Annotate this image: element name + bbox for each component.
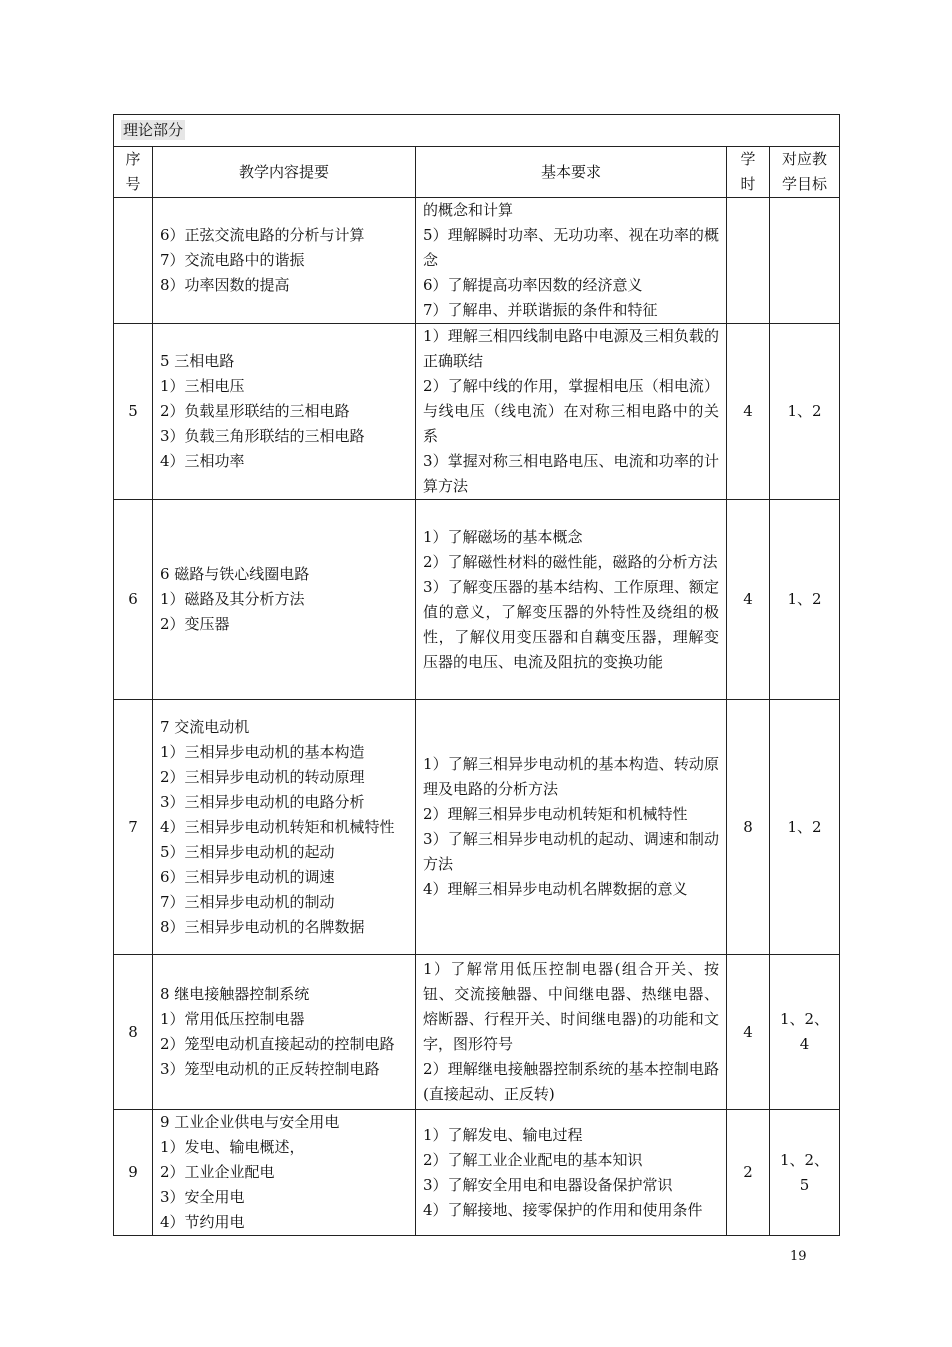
requirement-line: 6）了解提高功率因数的经济意义 <box>423 276 643 294</box>
content-line: 1）三相异步电动机的基本构造 <box>160 742 365 761</box>
requirement-line: 4）了解接地、接零保护的作用和使用条件 <box>423 1200 703 1219</box>
row-index: 7 <box>114 700 153 955</box>
row-objectives: 1、2 <box>770 700 840 955</box>
row-objectives: 1、2 <box>770 324 840 500</box>
section-title: 理论部分 <box>123 121 184 139</box>
header-hours: 学时 <box>727 147 770 198</box>
row-hours: 2 <box>727 1110 770 1236</box>
content-line: 9 工业企业供电与安全用电 <box>160 1113 340 1131</box>
content-line: 1）发电、输电概述， <box>160 1138 305 1156</box>
row-content <box>153 955 416 1110</box>
content-line: 8）功率因数的提高 <box>160 276 290 294</box>
row-objectives: 1、2 <box>770 500 840 700</box>
requirement-line: 1）了解三相异步电动机的基本构造、转动原理及电路的分析方法 <box>423 755 719 798</box>
row-content <box>153 324 416 500</box>
row-hours: 4 <box>727 324 770 500</box>
requirement-line: 3）了解三相异步电动机的起动、调速和制动方法 <box>423 830 719 873</box>
content-line: 5 三相电路 <box>160 352 235 370</box>
row-hours <box>727 198 770 324</box>
section-row <box>114 115 840 147</box>
header-content: 教学内容提要 <box>153 147 416 198</box>
content-line: 6）三相异步电动机的调速 <box>160 867 335 886</box>
requirement-line: 2）了解工业企业配电的基本知识 <box>423 1150 643 1169</box>
row-requirements <box>416 700 727 955</box>
row-content <box>153 700 416 955</box>
row-requirements <box>416 1110 727 1236</box>
row-index: 5 <box>114 324 153 500</box>
table-row <box>114 700 840 955</box>
syllabus-table <box>113 114 840 1236</box>
requirement-line: 1）了解磁场的基本概念 <box>423 527 583 546</box>
content-line: 6）正弦交流电路的分析与计算 <box>160 226 365 244</box>
row-index: 6 <box>114 500 153 700</box>
row-objectives: 1、2、4 <box>770 955 840 1110</box>
requirement-line: 2）理解继电接触器控制系统的基本控制电路(直接起动、正反转) <box>423 1060 719 1103</box>
content-line: 2）笼型电动机直接起动的控制电路 <box>160 1035 395 1053</box>
requirement-line: 1）了解常用低压控制电器(组合开关、按钮、交流接触器、中间继电器、热继电器、熔断器、行程开关、时间继电器)的功能和文字，图形符号 <box>423 960 719 1053</box>
content-line: 1）常用低压控制电器 <box>160 1010 305 1028</box>
row-content <box>153 1110 416 1236</box>
content-line: 8 继电接触器控制系统 <box>160 985 310 1003</box>
content-line: 2）三相异步电动机的转动原理 <box>160 767 365 786</box>
content-line: 2）负载星形联结的三相电路 <box>160 402 350 420</box>
table-row <box>114 324 840 500</box>
row-requirements <box>416 500 727 700</box>
row-requirements <box>416 955 727 1110</box>
content-line: 4）三相功率 <box>160 452 245 470</box>
requirement-line: 3）掌握对称三相电路电压、电流和功率的计算方法 <box>423 452 719 495</box>
row-hours: 4 <box>727 500 770 700</box>
row-content <box>153 198 416 324</box>
requirement-line: 1）了解发电、输电过程 <box>423 1125 583 1144</box>
header-objectives: 对应教学目标 <box>770 147 840 198</box>
row-objectives <box>770 198 840 324</box>
row-index: 9 <box>114 1110 153 1236</box>
requirement-line: 3）了解变压器的基本结构、工作原理、额定值的意义，了解变压器的外特性及绕组的极性，了解仪用变压器和自藕变压器，理解变压器的电压、电流及阻抗的变换功能 <box>423 577 719 671</box>
row-index: 8 <box>114 955 153 1110</box>
content-line: 3）笼型电动机的正反转控制电路 <box>160 1060 380 1078</box>
row-objectives: 1、2、5 <box>770 1110 840 1236</box>
table-row <box>114 500 840 700</box>
row-content <box>153 500 416 700</box>
row-requirements <box>416 324 727 500</box>
content-line: 1）磁路及其分析方法 <box>160 590 305 608</box>
section-title-cell <box>114 115 840 147</box>
requirement-line: 7）了解串、并联谐振的条件和特征 <box>423 301 658 319</box>
requirement-line: 1）理解三相四线制电路中电源及三相负载的正确联结 <box>423 327 719 370</box>
header-requirements: 基本要求 <box>416 147 727 198</box>
requirement-line: 3）了解安全用电和电器设备保护常识 <box>423 1175 673 1194</box>
content-line: 7 交流电动机 <box>160 717 250 736</box>
content-line: 7）交流电路中的谐振 <box>160 251 305 269</box>
content-line: 3）安全用电 <box>160 1188 245 1206</box>
content-line: 7）三相异步电动机的制动 <box>160 892 335 911</box>
content-line: 2）变压器 <box>160 615 230 633</box>
content-line: 5）三相异步电动机的起动 <box>160 842 335 861</box>
requirement-line: 2）了解磁性材料的磁性能，磁路的分析方法 <box>423 552 718 571</box>
requirement-line: 2）理解三相异步电动机转矩和机械特性 <box>423 805 688 823</box>
table-row <box>114 955 840 1110</box>
content-line: 8）三相异步电动机的名牌数据 <box>160 917 365 936</box>
requirement-line: 的概念和计算 <box>423 201 514 219</box>
header-row <box>114 147 840 198</box>
content-line: 2）工业企业配电 <box>160 1163 275 1181</box>
content-line: 4）三相异步电动机转矩和机械特性 <box>160 817 395 836</box>
row-index <box>114 198 153 324</box>
content-line: 4）节约用电 <box>160 1213 245 1231</box>
row-hours: 8 <box>727 700 770 955</box>
content-line: 1）三相电压 <box>160 377 245 395</box>
header-index: 序号 <box>114 147 153 198</box>
page-number: 19 <box>790 1249 807 1264</box>
table-row <box>114 198 840 324</box>
table-row <box>114 1110 840 1236</box>
row-requirements <box>416 198 727 324</box>
row-hours: 4 <box>727 955 770 1110</box>
requirement-line: 5）理解瞬时功率、无功功率、视在功率的概念 <box>423 226 719 269</box>
content-line: 6 磁路与铁心线圈电路 <box>160 565 310 583</box>
content-line: 3）负载三角形联结的三相电路 <box>160 427 365 445</box>
requirement-line: 4）理解三相异步电动机名牌数据的意义 <box>423 880 688 898</box>
content-line: 3）三相异步电动机的电路分析 <box>160 792 365 811</box>
requirement-line: 2）了解中线的作用，掌握相电压（相电流）与线电压（线电流）在对称三相电路中的关系 <box>423 377 719 445</box>
